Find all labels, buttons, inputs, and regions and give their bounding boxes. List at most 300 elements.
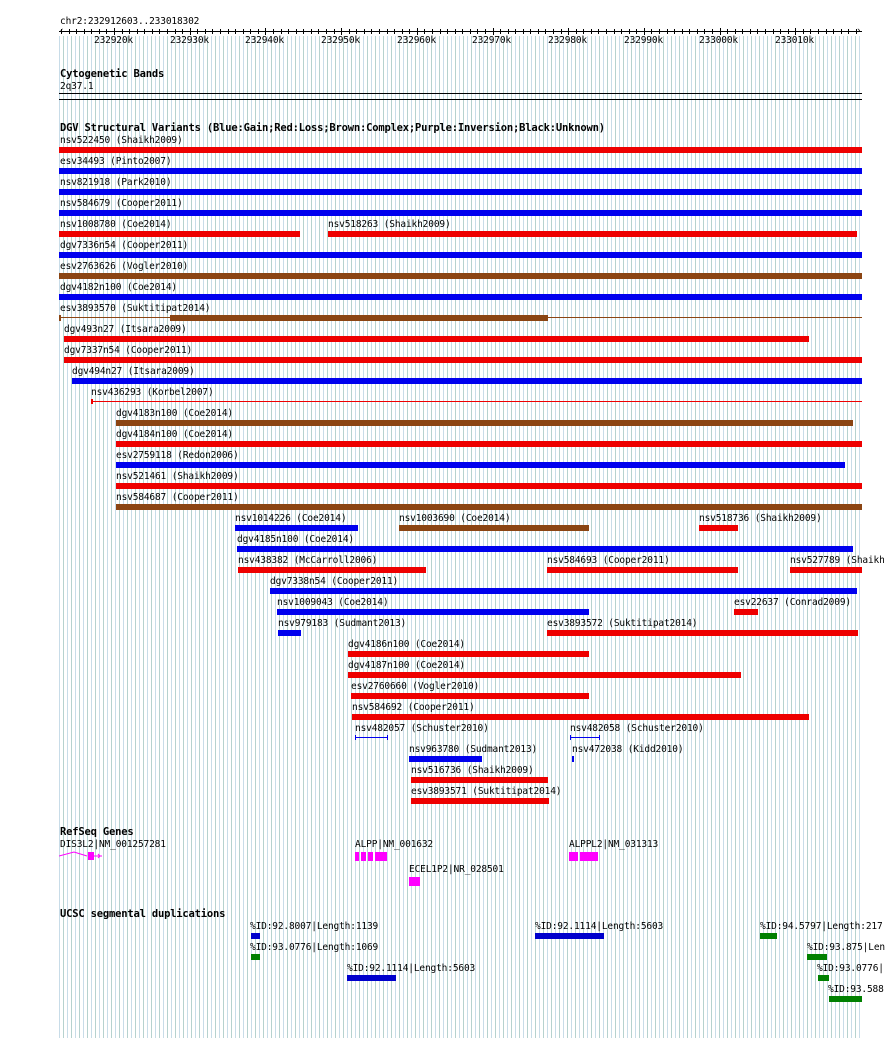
ruler-minor-tick bbox=[84, 29, 85, 34]
dgv-variant-bar[interactable] bbox=[734, 609, 758, 615]
ruler-minor-tick bbox=[810, 29, 811, 34]
ruler-minor-tick bbox=[273, 29, 274, 34]
dgv-variant-endcap[interactable] bbox=[387, 735, 388, 740]
grid-line bbox=[231, 36, 232, 1038]
ruler-minor-tick bbox=[485, 29, 486, 34]
ruler-minor-tick bbox=[750, 29, 751, 34]
dgv-variant-bar[interactable] bbox=[235, 525, 358, 531]
grid-line bbox=[523, 36, 524, 1038]
dgv-variant-label[interactable]: nsv518263 (Shaikh2009) bbox=[328, 219, 451, 230]
ruler-minor-tick bbox=[250, 29, 251, 34]
ruler-major-tick bbox=[417, 28, 418, 35]
dgv-variant-bar[interactable] bbox=[355, 737, 388, 738]
grid-line bbox=[571, 36, 572, 1038]
ruler-minor-tick bbox=[106, 29, 107, 34]
grid-line bbox=[179, 36, 180, 1038]
grid-line bbox=[803, 36, 804, 1038]
ruler-tick-label: 232960k bbox=[397, 35, 436, 46]
dgv-variant-label[interactable]: nsv963780 (Sudmant2013) bbox=[409, 744, 538, 755]
ruler-minor-tick bbox=[773, 29, 774, 34]
grid-line bbox=[607, 36, 608, 1038]
grid-line bbox=[471, 36, 472, 1038]
grid-line bbox=[535, 36, 536, 1038]
dgv-variant-label[interactable]: dgv4183n100 (Coe2014) bbox=[116, 408, 233, 419]
grid-line bbox=[703, 36, 704, 1038]
gene-alppl2-exon[interactable] bbox=[569, 852, 578, 861]
dgv-variant-bar[interactable] bbox=[91, 399, 93, 404]
grid-line bbox=[655, 36, 656, 1038]
dgv-variant-label[interactable]: nsv438382 (McCarroll2006) bbox=[238, 555, 378, 566]
ruler-minor-tick bbox=[99, 29, 100, 34]
grid-line bbox=[395, 36, 396, 1038]
ruler-minor-tick bbox=[803, 29, 804, 34]
ruler-minor-tick bbox=[424, 29, 425, 34]
dgv-variant-bar[interactable] bbox=[790, 567, 862, 573]
ruler-tick-label: 232920k bbox=[94, 35, 133, 46]
grid-line bbox=[839, 36, 840, 1038]
grid-line bbox=[487, 36, 488, 1038]
dgv-variant-bar[interactable] bbox=[59, 294, 862, 300]
dgv-variant-label[interactable]: esv3893571 (Suktitipat2014) bbox=[411, 786, 562, 797]
ruler-minor-tick bbox=[91, 29, 92, 34]
grid-line bbox=[555, 36, 556, 1038]
ruler-minor-tick bbox=[689, 29, 690, 34]
gene-label-ecel1p2[interactable]: ECEL1P2|NR_028501 bbox=[409, 864, 504, 875]
ruler-minor-tick bbox=[281, 29, 282, 34]
grid-line bbox=[503, 36, 504, 1038]
grid-line bbox=[431, 36, 432, 1038]
ruler-minor-tick bbox=[311, 29, 312, 34]
grid-line bbox=[219, 36, 220, 1038]
dgv-variant-label[interactable]: nsv1008780 (Coe2014) bbox=[60, 219, 172, 230]
dgv-variant-label[interactable]: dgv493n27 (Itsara2009) bbox=[64, 324, 187, 335]
ruler-minor-tick bbox=[704, 29, 705, 34]
grid-line bbox=[543, 36, 544, 1038]
grid-line bbox=[407, 36, 408, 1038]
dgv-variant-bar[interactable] bbox=[352, 714, 809, 720]
grid-line bbox=[615, 36, 616, 1038]
grid-line bbox=[783, 36, 784, 1038]
dgv-variant-bar[interactable] bbox=[572, 756, 574, 762]
dgv-variant-endcap[interactable] bbox=[570, 735, 571, 740]
dgv-variant-bar[interactable] bbox=[59, 315, 61, 321]
ruler-minor-tick bbox=[129, 29, 130, 34]
dgv-variant-label[interactable]: nsv521461 (Shaikh2009) bbox=[116, 471, 239, 482]
dgv-variant-label[interactable]: esv3893570 (Suktitipat2014) bbox=[60, 303, 211, 314]
grid-line bbox=[779, 36, 780, 1038]
grid-line bbox=[715, 36, 716, 1038]
grid-line bbox=[691, 36, 692, 1038]
gene-alppl2-exon[interactable] bbox=[580, 852, 598, 861]
segdup-bar[interactable] bbox=[818, 975, 829, 981]
ruler-minor-tick bbox=[235, 29, 236, 34]
dgv-variant-endcap[interactable] bbox=[599, 735, 600, 740]
grid-line bbox=[731, 36, 732, 1038]
grid-line bbox=[723, 36, 724, 1038]
grid-line bbox=[587, 36, 588, 1038]
ruler-minor-tick bbox=[848, 29, 849, 34]
grid-line bbox=[635, 36, 636, 1038]
grid-line bbox=[419, 36, 420, 1038]
dgv-variant-bar[interactable] bbox=[59, 231, 300, 237]
dgv-variant-bar[interactable] bbox=[116, 441, 862, 447]
grid-line bbox=[735, 36, 736, 1038]
ruler-minor-tick bbox=[455, 29, 456, 34]
ruler-minor-tick bbox=[470, 29, 471, 34]
grid-line bbox=[559, 36, 560, 1038]
gene-alpp-exon[interactable] bbox=[368, 852, 373, 861]
background-grid bbox=[59, 36, 863, 1038]
grid-line bbox=[675, 36, 676, 1038]
ruler-tick-label: 232950k bbox=[321, 35, 360, 46]
grid-line bbox=[719, 36, 720, 1038]
ruler-major-tick bbox=[795, 28, 796, 35]
dgv-variant-bar[interactable] bbox=[59, 210, 862, 216]
dgv-variant-bar[interactable] bbox=[351, 693, 589, 699]
ruler-minor-tick bbox=[394, 29, 395, 34]
gene-label-alppl2[interactable]: ALPPL2|NM_031313 bbox=[569, 839, 659, 850]
ruler-minor-tick bbox=[841, 29, 842, 34]
ruler-minor-tick bbox=[243, 29, 244, 34]
segdup-label[interactable]: %ID:92.1114|Length:5603 bbox=[347, 963, 476, 974]
grid-line bbox=[683, 36, 684, 1038]
dgv-variant-label[interactable]: dgv7337n54 (Cooper2011) bbox=[64, 345, 193, 356]
ruler-minor-tick bbox=[447, 29, 448, 34]
segdup-label[interactable]: %ID:93.875|Len bbox=[807, 942, 885, 953]
grid-line bbox=[531, 36, 532, 1038]
segdup-bar[interactable] bbox=[807, 954, 827, 960]
ruler-major-tick bbox=[341, 28, 342, 35]
gene-alpp-exon[interactable] bbox=[375, 852, 387, 861]
ruler-minor-tick bbox=[553, 29, 554, 34]
grid-line bbox=[807, 36, 808, 1038]
grid-line bbox=[411, 36, 412, 1038]
ruler-minor-tick bbox=[742, 29, 743, 34]
dgv-variant-bar[interactable] bbox=[399, 525, 589, 531]
grid-line bbox=[775, 36, 776, 1038]
segdup-bar[interactable] bbox=[347, 975, 396, 981]
ruler-minor-tick bbox=[409, 29, 410, 34]
ruler-minor-tick bbox=[697, 29, 698, 34]
ruler-minor-tick bbox=[159, 29, 160, 34]
dgv-variant-bar[interactable] bbox=[277, 609, 589, 615]
dgv-variant-bar[interactable] bbox=[547, 567, 738, 573]
dgv-variant-bar[interactable] bbox=[328, 231, 857, 237]
ruler-left-arrow-icon: ‹ bbox=[59, 26, 65, 36]
grid-line bbox=[223, 36, 224, 1038]
ruler-minor-tick bbox=[144, 29, 145, 34]
grid-line bbox=[579, 36, 580, 1038]
dgv-variant-bar[interactable] bbox=[116, 420, 853, 426]
dgv-variant-bar[interactable] bbox=[170, 315, 548, 321]
dgv-variant-bar[interactable] bbox=[348, 672, 741, 678]
dgv-variant-label[interactable]: esv2763626 (Vogler2010) bbox=[60, 261, 189, 272]
grid-line bbox=[467, 36, 468, 1038]
dgv-variant-label[interactable]: nsv522450 (Shaikh2009) bbox=[60, 135, 183, 146]
grid-line bbox=[627, 36, 628, 1038]
segdup-bar[interactable] bbox=[829, 996, 862, 1002]
dgv-variant-bar[interactable] bbox=[64, 357, 862, 363]
grid-line bbox=[451, 36, 452, 1038]
ruler-minor-tick bbox=[379, 29, 380, 34]
grid-line bbox=[423, 36, 424, 1038]
dgv-variant-label[interactable]: nsv821918 (Park2010) bbox=[60, 177, 172, 188]
dgv-variant-label[interactable]: dgv4187n100 (Coe2014) bbox=[348, 660, 465, 671]
dgv-variant-bar[interactable] bbox=[411, 798, 549, 804]
grid-line bbox=[739, 36, 740, 1038]
grid-line bbox=[767, 36, 768, 1038]
grid-line bbox=[759, 36, 760, 1038]
dgv-variant-bar[interactable] bbox=[59, 252, 862, 258]
grid-line bbox=[199, 36, 200, 1038]
segdup-bar[interactable] bbox=[251, 933, 260, 939]
ruler-minor-tick bbox=[500, 29, 501, 34]
dgv-variant-label[interactable]: nsv518736 (Shaikh2009) bbox=[699, 513, 822, 524]
dgv-variant-bar[interactable] bbox=[64, 336, 809, 342]
dgv-variant-label[interactable]: esv22637 (Conrad2009) bbox=[734, 597, 851, 608]
grid-line bbox=[491, 36, 492, 1038]
ruler-minor-tick bbox=[606, 29, 607, 34]
ruler-major-tick bbox=[190, 28, 191, 35]
ruler-minor-tick bbox=[122, 29, 123, 34]
dgv-variant-label[interactable]: dgv4182n100 (Coe2014) bbox=[60, 282, 177, 293]
dgv-variant-bar[interactable] bbox=[72, 378, 862, 384]
dgv-variant-bar[interactable] bbox=[59, 273, 862, 279]
dgv-variant-label[interactable]: nsv584692 (Cooper2011) bbox=[352, 702, 475, 713]
grid-line bbox=[215, 36, 216, 1038]
dgv-variant-bar[interactable] bbox=[278, 630, 301, 636]
grid-line bbox=[203, 36, 204, 1038]
ruler-major-tick bbox=[493, 28, 494, 35]
dgv-variant-label[interactable]: esv2760660 (Vogler2010) bbox=[351, 681, 480, 692]
ruler-tick-label: 232940k bbox=[245, 35, 284, 46]
grid-line bbox=[679, 36, 680, 1038]
grid-line bbox=[843, 36, 844, 1038]
grid-line bbox=[847, 36, 848, 1038]
dgv-variant-label[interactable]: nsv436293 (Korbel2007) bbox=[91, 387, 214, 398]
segdup-bar[interactable] bbox=[760, 933, 777, 939]
grid-line bbox=[375, 36, 376, 1038]
grid-line bbox=[575, 36, 576, 1038]
grid-line bbox=[603, 36, 604, 1038]
dgv-variant-bar[interactable] bbox=[411, 777, 548, 783]
ruler-major-tick bbox=[644, 28, 645, 35]
dgv-variant-label[interactable]: dgv7336n54 (Cooper2011) bbox=[60, 240, 189, 251]
ruler-minor-tick bbox=[735, 29, 736, 34]
grid-line bbox=[647, 36, 648, 1038]
grid-line bbox=[399, 36, 400, 1038]
dgv-variant-label[interactable]: nsv584693 (Cooper2011) bbox=[547, 555, 670, 566]
grid-line bbox=[379, 36, 380, 1038]
ruler-minor-tick bbox=[757, 29, 758, 34]
grid-line bbox=[191, 36, 192, 1038]
dgv-variant-label[interactable]: nsv1014226 (Coe2014) bbox=[235, 513, 347, 524]
ruler-minor-tick bbox=[636, 29, 637, 34]
ruler-minor-tick bbox=[303, 29, 304, 34]
grid-line bbox=[483, 36, 484, 1038]
grid-line bbox=[403, 36, 404, 1038]
dgv-variant-label[interactable]: nsv584679 (Cooper2011) bbox=[60, 198, 183, 209]
segdup-label[interactable]: %ID:94.5797|Length:217 bbox=[760, 921, 883, 932]
ruler-minor-tick bbox=[621, 29, 622, 34]
grid-line bbox=[763, 36, 764, 1038]
dgv-variant-bar[interactable] bbox=[116, 504, 862, 510]
grid-line bbox=[711, 36, 712, 1038]
grid-line bbox=[211, 36, 212, 1038]
dgv-variant-endcap[interactable] bbox=[355, 735, 356, 740]
dgv-variant-label[interactable]: nsv584687 (Cooper2011) bbox=[116, 492, 239, 503]
cyto-title: Cytogenetic Bands bbox=[60, 68, 165, 80]
grid-line bbox=[439, 36, 440, 1038]
dgv-variant-bar[interactable] bbox=[699, 525, 738, 531]
grid-line bbox=[591, 36, 592, 1038]
gene-alpp-exon[interactable] bbox=[361, 852, 366, 861]
ruler-major-tick bbox=[114, 28, 115, 35]
dgv-variant-label[interactable]: nsv1009043 (Coe2014) bbox=[277, 597, 389, 608]
ruler-minor-tick bbox=[561, 29, 562, 34]
ruler-tick-label: 232930k bbox=[170, 35, 209, 46]
dgv-variant-label[interactable]: dgv4185n100 (Coe2014) bbox=[237, 534, 354, 545]
ruler-minor-tick bbox=[727, 29, 728, 34]
ruler-major-tick bbox=[265, 28, 266, 35]
grid-line bbox=[663, 36, 664, 1038]
grid-line bbox=[671, 36, 672, 1038]
grid-line bbox=[695, 36, 696, 1038]
segdup-label[interactable]: %ID:93.0776|Length:1069 bbox=[250, 942, 379, 953]
grid-line bbox=[511, 36, 512, 1038]
ruler-minor-tick bbox=[364, 29, 365, 34]
ruler-minor-tick bbox=[462, 29, 463, 34]
dgv-variant-bar[interactable] bbox=[237, 546, 853, 552]
ruler-minor-tick bbox=[387, 29, 388, 34]
ruler-minor-tick bbox=[765, 29, 766, 34]
segdup-bar[interactable] bbox=[535, 933, 604, 939]
segdup-bar[interactable] bbox=[251, 954, 260, 960]
dgv-variant-bar[interactable] bbox=[270, 588, 857, 594]
dgv-variant-label[interactable]: nsv516736 (Shaikh2009) bbox=[411, 765, 534, 776]
dgv-variant-label[interactable]: dgv494n27 (Itsara2009) bbox=[72, 366, 195, 377]
gene-label-alpp[interactable]: ALPP|NM_001632 bbox=[355, 839, 433, 850]
grid-line bbox=[787, 36, 788, 1038]
dgv-variant-label[interactable]: nsv979183 (Sudmant2013) bbox=[278, 618, 407, 629]
ruler-minor-tick bbox=[788, 29, 789, 34]
grid-line bbox=[639, 36, 640, 1038]
dgv-variant-bar[interactable] bbox=[116, 462, 845, 468]
dgv-variant-label[interactable]: nsv482058 (Schuster2010) bbox=[570, 723, 704, 734]
dgv-variant-label[interactable]: nsv1003690 (Coe2014) bbox=[399, 513, 511, 524]
grid-line bbox=[859, 36, 860, 1038]
segdup-label[interactable]: %ID:92.1114|Length:5603 bbox=[535, 921, 664, 932]
dgv-variant-bar[interactable] bbox=[348, 651, 589, 657]
grid-line bbox=[519, 36, 520, 1038]
grid-line bbox=[791, 36, 792, 1038]
segdup-label[interactable]: %ID:92.8007|Length:1139 bbox=[250, 921, 379, 932]
ruler-minor-tick bbox=[69, 29, 70, 34]
grid-line bbox=[651, 36, 652, 1038]
grid-line bbox=[443, 36, 444, 1038]
dgv-variant-bar[interactable] bbox=[59, 168, 862, 174]
dgv-variant-label[interactable]: dgv7338n54 (Cooper2011) bbox=[270, 576, 399, 587]
ruler-minor-tick bbox=[318, 29, 319, 34]
grid-line bbox=[499, 36, 500, 1038]
grid-line bbox=[539, 36, 540, 1038]
grid-line bbox=[367, 36, 368, 1038]
dgv-variant-label[interactable]: esv2759118 (Redon2006) bbox=[116, 450, 239, 461]
ruler-minor-tick bbox=[440, 29, 441, 34]
dgv-variant-label[interactable]: dgv4184n100 (Coe2014) bbox=[116, 429, 233, 440]
ruler-minor-tick bbox=[258, 29, 259, 34]
dgv-variant-label[interactable]: nsv482057 (Schuster2010) bbox=[355, 723, 489, 734]
segdup-label[interactable]: %ID:93.0776| bbox=[817, 963, 884, 974]
location-label: chr2:232912603..233018302 bbox=[60, 16, 200, 27]
dgv-variant-label[interactable]: esv3893572 (Suktitipat2014) bbox=[547, 618, 698, 629]
grid-line bbox=[623, 36, 624, 1038]
grid-line bbox=[515, 36, 516, 1038]
grid-line bbox=[547, 36, 548, 1038]
grid-line bbox=[391, 36, 392, 1038]
grid-line bbox=[831, 36, 832, 1038]
ruler-tick-label: 232990k bbox=[624, 35, 663, 46]
dgv-variant-bar[interactable] bbox=[91, 401, 862, 402]
ruler-minor-tick bbox=[530, 29, 531, 34]
dgv-variant-bar[interactable] bbox=[116, 483, 862, 489]
grid-line bbox=[727, 36, 728, 1038]
grid-line bbox=[175, 36, 176, 1038]
ruler-minor-tick bbox=[833, 29, 834, 34]
ruler-minor-tick bbox=[674, 29, 675, 34]
dgv-title: DGV Structural Variants (Blue:Gain;Red:Loss;Brown:Complex;Purple:Inversion;Black:Unknown) bbox=[60, 122, 605, 134]
dgv-variant-bar[interactable] bbox=[547, 630, 858, 636]
gene-alpp-exon[interactable] bbox=[355, 852, 359, 861]
grid-line bbox=[599, 36, 600, 1038]
grid-line bbox=[855, 36, 856, 1038]
dgv-variant-label[interactable]: nsv527789 (Shaikh bbox=[790, 555, 885, 566]
gene-dis3l2-glyph[interactable] bbox=[59, 850, 103, 862]
grid-line bbox=[435, 36, 436, 1038]
grid-line bbox=[183, 36, 184, 1038]
grid-line bbox=[583, 36, 584, 1038]
grid-line bbox=[595, 36, 596, 1038]
ruler-minor-tick bbox=[477, 29, 478, 34]
gene-label-dis3l2[interactable]: DIS3L2|NM_001257281 bbox=[60, 839, 166, 850]
dgv-variant-label[interactable]: dgv4186n100 (Coe2014) bbox=[348, 639, 465, 650]
grid-line bbox=[811, 36, 812, 1038]
gene-ecel1p2-glyph[interactable] bbox=[409, 877, 420, 886]
segdup-label[interactable]: %ID:93.588 bbox=[828, 984, 884, 995]
grid-line bbox=[551, 36, 552, 1038]
dgv-variant-bar[interactable] bbox=[570, 737, 600, 738]
ruler-minor-tick bbox=[667, 29, 668, 34]
dgv-variant-bar[interactable] bbox=[59, 147, 862, 153]
dgv-variant-label[interactable]: nsv472038 (Kidd2010) bbox=[572, 744, 684, 755]
grid-line bbox=[751, 36, 752, 1038]
ruler-minor-tick bbox=[712, 29, 713, 34]
dgv-variant-bar[interactable] bbox=[238, 567, 426, 573]
cyto-band-top-line bbox=[59, 93, 862, 94]
grid-line bbox=[227, 36, 228, 1038]
grid-line bbox=[359, 36, 360, 1038]
dgv-variant-bar[interactable] bbox=[409, 756, 482, 762]
cyto-band-label: 2q37.1 bbox=[60, 81, 94, 92]
ruler-minor-tick bbox=[228, 29, 229, 34]
ruler-minor-tick bbox=[583, 29, 584, 34]
dgv-variant-label[interactable]: esv34493 (Pinto2007) bbox=[60, 156, 172, 167]
ruler-minor-tick bbox=[508, 29, 509, 34]
ruler-minor-tick bbox=[598, 29, 599, 34]
dgv-variant-bar[interactable] bbox=[59, 189, 862, 195]
ruler-minor-tick bbox=[576, 29, 577, 34]
grid-line bbox=[611, 36, 612, 1038]
